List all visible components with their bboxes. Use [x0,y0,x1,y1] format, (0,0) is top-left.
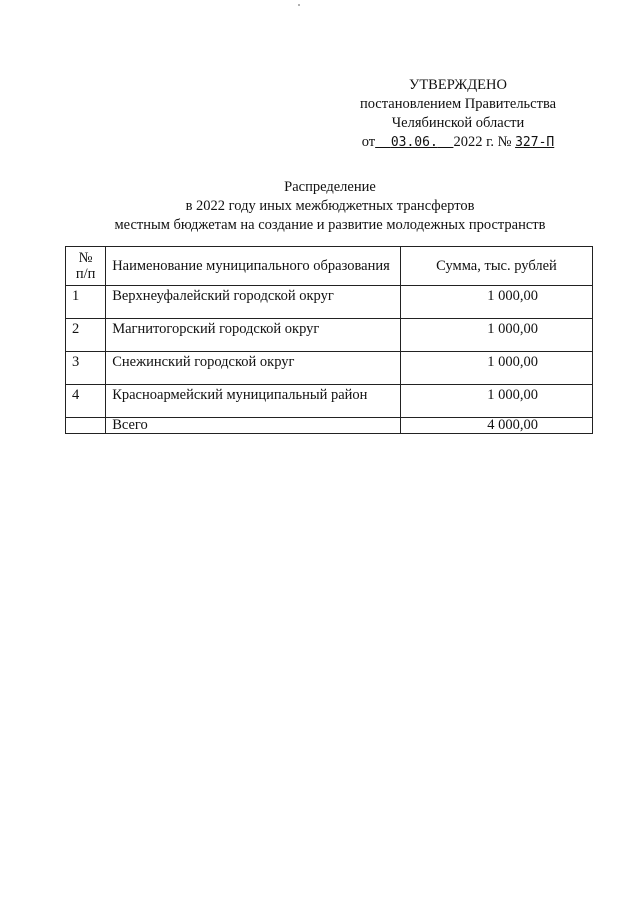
approval-heading: УТВЕРЖДЕНО [409,77,507,93]
approval-line-2: Челябинской области [391,115,525,131]
row-name: Красноармейский муниципальный район [106,385,401,418]
row-name: Магнитогорский городской округ [106,319,401,352]
date-year: 2022 г. № [453,134,512,150]
header-num: № п/п [66,247,106,286]
table-row [66,286,593,319]
table-row [66,319,593,352]
table-row [66,385,593,418]
date-value: 03.06. [390,135,438,150]
document-title [50,178,610,235]
date-prefix: от [361,134,376,150]
decree-number: 327-П [515,135,555,150]
title-line-2: в 2022 году иных межбюджетных трансфертов [185,198,475,214]
total-num [66,418,106,434]
row-num: 4 [66,385,106,418]
scan-speck [298,4,300,6]
row-amount: 1 000,00 [400,286,592,319]
title-line-1: Распределение [284,179,376,195]
table-header-row [66,247,593,286]
distribution-table [65,246,593,434]
row-num: 3 [66,352,106,385]
row-name: Верхнеуфалейский городской округ [106,286,401,319]
approval-date-line [328,133,588,152]
total-label: Всего [106,418,401,434]
row-num: 1 [66,286,106,319]
total-amount: 4 000,00 [400,418,592,434]
approval-stamp [328,76,588,152]
header-amount: Сумма, тыс. рублей [400,247,592,286]
row-amount: 1 000,00 [400,319,592,352]
table-row [66,352,593,385]
row-num: 2 [66,319,106,352]
row-amount: 1 000,00 [400,385,592,418]
approval-line-1: постановлением Правительства [359,96,557,112]
title-line-3: местным бюджетам на создание и развитие молодежных пространств [114,217,546,233]
row-name: Снежинский городской округ [106,352,401,385]
header-name: Наименование муниципального образования [106,247,401,286]
table-total-row [66,418,593,434]
row-amount: 1 000,00 [400,352,592,385]
